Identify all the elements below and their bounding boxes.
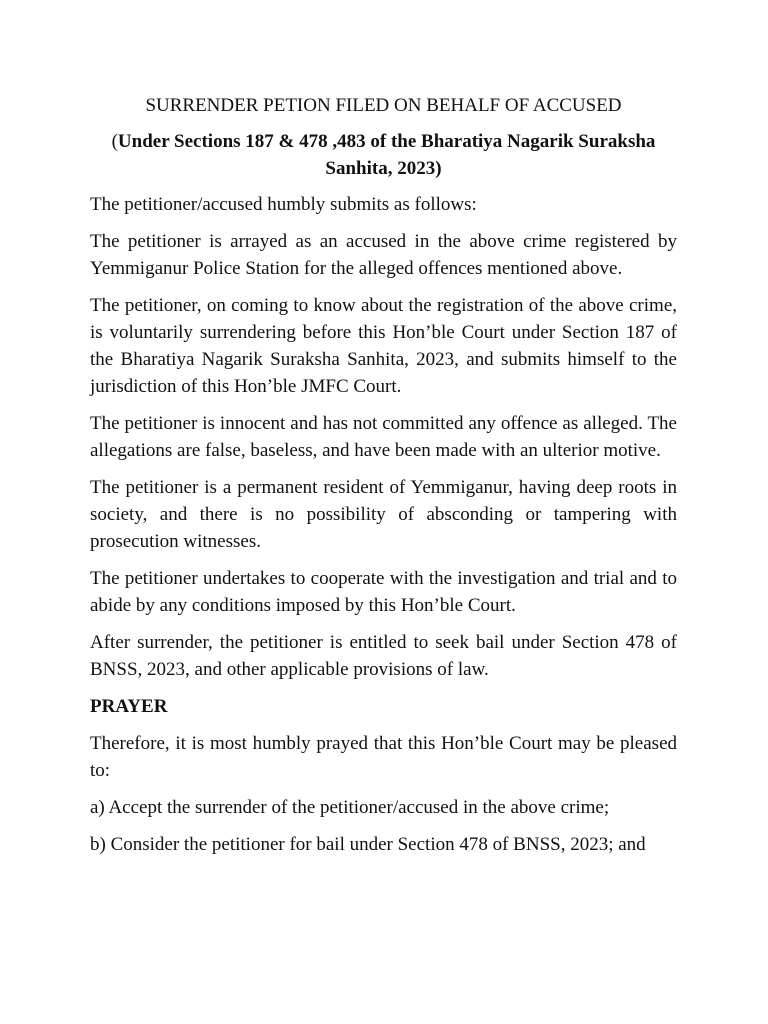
document-subtitle bbox=[90, 128, 677, 182]
subtitle-open-paren: ( bbox=[111, 131, 118, 152]
prayer-intro: Therefore, it is most humbly prayed that this Hon’ble Court may be pleased to: bbox=[90, 733, 677, 781]
paragraph-surrender: The petitioner, on coming to know about the registration of the above crime, is voluntarily surrendering before this Hon’ble Court under Section 187 of the Bharatiya Nagarik Suraksha Sanhita, 2023, and submits himself to the jurisdiction of this Hon’ble JMFC Court. bbox=[90, 295, 677, 397]
prayer-item-a: a) Accept the surrender of the petitioner/accused in the above crime; bbox=[90, 797, 610, 818]
prayer-heading: PRAYER bbox=[90, 696, 168, 717]
paragraph-bail-entitlement: After surrender, the petitioner is entitled to seek bail under Section 478 of BNSS, 2023, and other applicable provisions of law. bbox=[90, 632, 677, 680]
paragraph-innocent: The petitioner is innocent and has not committed any offence as alleged. The allegations are false, baseless, and have been made with an ulterior motive. bbox=[90, 413, 677, 461]
paragraph-undertaking: The petitioner undertakes to cooperate with the investigation and trial and to abide by any conditions imposed by this Hon’ble Court. bbox=[90, 568, 677, 616]
paragraph-intro: The petitioner/accused humbly submits as follows: bbox=[90, 194, 477, 215]
subtitle-bold-text: Under Sections 187 & 478 ,483 of the Bharatiya Nagarik Suraksha Sanhita, 2023) bbox=[117, 131, 656, 179]
paragraph-resident: The petitioner is a permanent resident of Yemmiganur, having deep roots in society, and there is no possibility of absconding or tampering with prosecution witnesses. bbox=[90, 477, 677, 552]
paragraph-arrayed: The petitioner is arrayed as an accused in the above crime registered by Yemmiganur Police Station for the alleged offences mentioned above. bbox=[90, 231, 677, 279]
document-title: SURRENDER PETION FILED ON BEHALF OF ACCUSED bbox=[145, 95, 622, 116]
document-page bbox=[90, 92, 677, 868]
prayer-item-b: b) Consider the petitioner for bail under Section 478 of BNSS, 2023; and bbox=[90, 834, 646, 855]
